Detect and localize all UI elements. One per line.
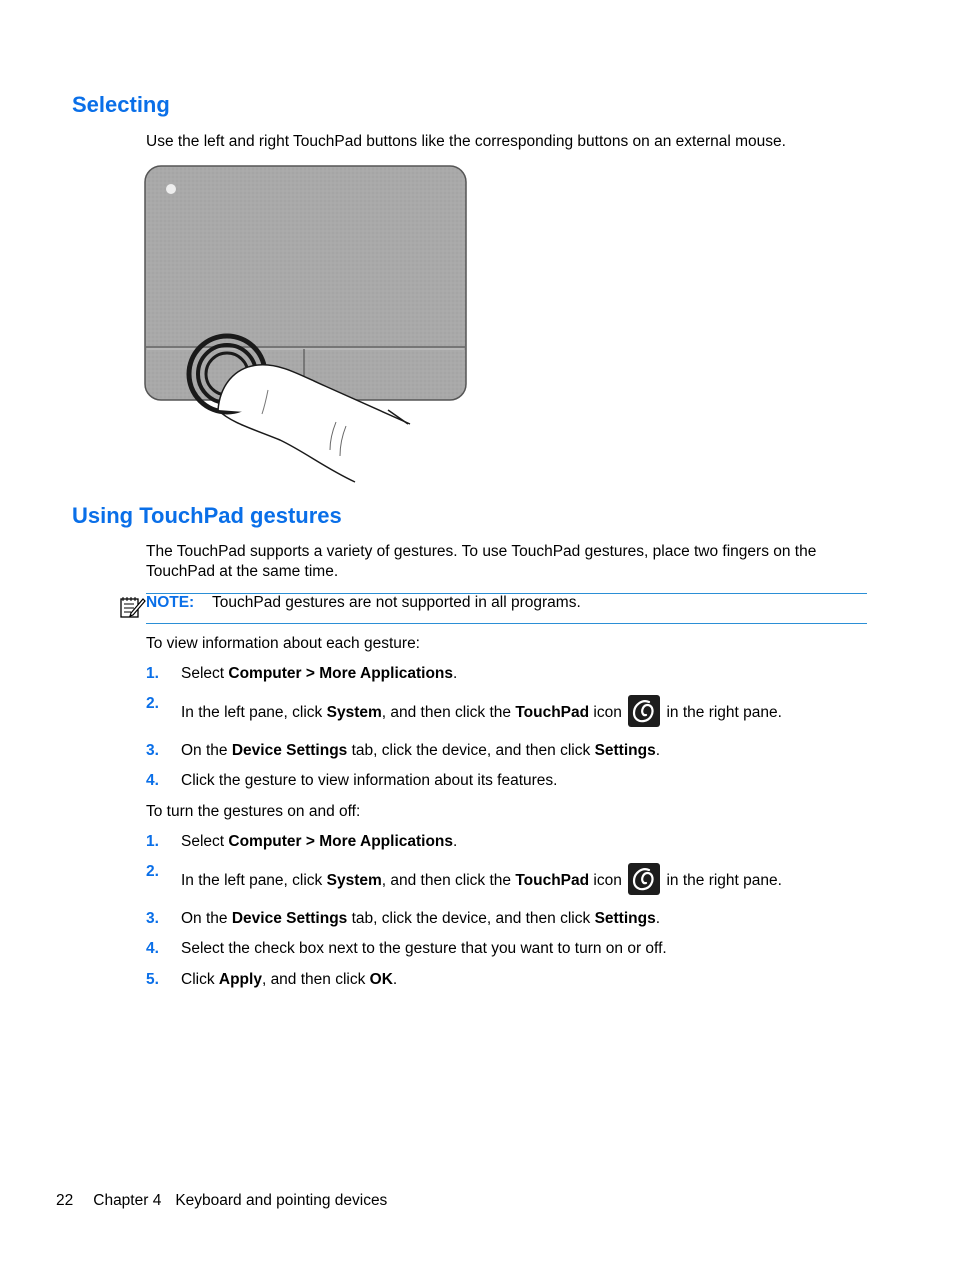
chapter-title: Keyboard and pointing devices xyxy=(175,1192,388,1209)
view-step-number: 2. xyxy=(146,695,159,712)
view-step-number: 4. xyxy=(146,772,159,789)
toggle-step-number: 1. xyxy=(146,833,159,850)
section-heading-gestures: Using TouchPad gestures xyxy=(72,503,342,528)
chapter-label: Chapter 4 xyxy=(93,1192,162,1209)
toggle-step-3: On the Device Settings tab, click the device, and then click Settings. xyxy=(181,910,661,927)
view-step-4: Click the gesture to view information about its features. xyxy=(181,772,558,789)
note-label: NOTE: xyxy=(146,594,195,611)
view-step-number: 1. xyxy=(146,665,159,682)
gestures-body: The TouchPad supports a variety of gestures. To use TouchPad gestures, place two fingers on the TouchPad at the same time. xyxy=(146,543,817,580)
view-step-1: Select Computer > More Applications. xyxy=(181,665,458,682)
toggle-step-2: In the left pane, click System, and then click the TouchPad icon in the right pane. xyxy=(181,865,782,897)
page-number: 22 xyxy=(56,1192,74,1209)
selecting-body: Use the left and right TouchPad buttons like the corresponding buttons on an external mouse. xyxy=(146,133,786,150)
toggle-step-1: Select Computer > More Applications. xyxy=(181,833,458,850)
touchpad-icon xyxy=(628,695,660,727)
note-text: TouchPad gestures are not supported in all programs. xyxy=(212,594,581,611)
toggle-step-number: 5. xyxy=(146,971,159,988)
page-footer xyxy=(56,1192,407,1210)
toggle-step-number: 3. xyxy=(146,910,159,927)
touchpad-icon xyxy=(628,863,660,895)
toggle-step-4: Select the check box next to the gesture that you want to turn on or off. xyxy=(181,940,667,957)
toggle-step-number: 2. xyxy=(146,863,159,880)
view-intro: To view information about each gesture: xyxy=(146,635,420,652)
toggle-intro: To turn the gestures on and off: xyxy=(146,803,361,820)
view-step-number: 3. xyxy=(146,742,159,759)
section-heading-selecting: Selecting xyxy=(72,92,170,117)
note-pencil-icon xyxy=(118,594,146,620)
view-step-2: In the left pane, click System, and then click the TouchPad icon in the right pane. xyxy=(181,697,782,729)
toggle-step-5: Click Apply, and then click OK. xyxy=(181,971,398,988)
touchpad-illustration xyxy=(140,160,476,486)
toggle-step-number: 4. xyxy=(146,940,159,957)
view-step-3: On the Device Settings tab, click the device, and then click Settings. xyxy=(181,742,661,759)
note-rule-bottom xyxy=(146,623,867,624)
